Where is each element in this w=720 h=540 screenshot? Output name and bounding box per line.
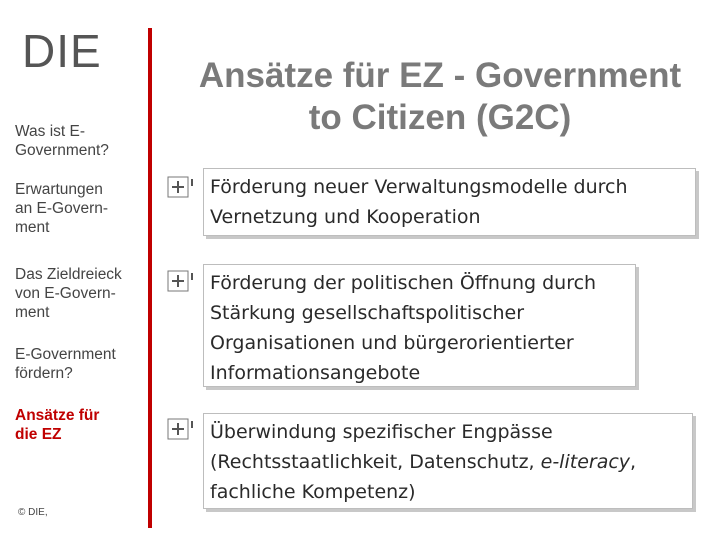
bullet-box-engpaesse (203, 413, 693, 509)
bullet-text-line: Organisationen und bürgerorientierter (210, 332, 574, 354)
bullet-text-line: Stärkung gesellschaftspolitischer (210, 302, 525, 324)
nav-item-label-line: Ansätze für (15, 407, 100, 424)
slide-title-line: Ansätze für EZ - Government (198, 56, 682, 95)
nav-item-label-line: ment (15, 304, 50, 321)
bullet-text-segment: (Rechtsstaatlichkeit, Datenschutz, (210, 451, 541, 473)
nav-item-ansaetze-fuer-die-ez[interactable] (15, 406, 150, 444)
logo: DIE (22, 25, 102, 77)
bullet-text-line: Vernetzung und Kooperation (210, 206, 481, 228)
plus-bullet-icon (167, 176, 197, 198)
bullet-text-line: Förderung neuer Verwaltungsmodelle durch (210, 176, 628, 198)
nav-item-label-line: die EZ (15, 426, 62, 443)
slide-title (160, 55, 720, 139)
bullet-text-line: Überwindung spezifischer Engpässe (210, 421, 553, 443)
plus-bullet-icon (167, 270, 197, 292)
bullet-box-politische-oeffnung (203, 264, 636, 387)
copyright-notice: © DIE, (18, 507, 48, 518)
nav-item-e-government-foerdern[interactable] (15, 345, 150, 383)
bullet-text-line: Förderung der politischen Öffnung durch (210, 272, 597, 294)
nav-item-label-line: von E-Govern- (15, 285, 116, 302)
bullet-text-line: Informationsangebote (210, 362, 421, 384)
nav-item-label-line: Was ist E- (15, 123, 86, 140)
vertical-divider (148, 28, 152, 528)
nav-item-erwartungen[interactable] (15, 180, 150, 237)
bullet-text-line: fachliche Kompetenz) (210, 481, 416, 503)
nav-item-was-ist-e-government[interactable] (15, 122, 150, 160)
bullet-text-segment: , (630, 451, 637, 473)
nav-item-zieldreieck[interactable] (15, 265, 150, 322)
nav-item-label-line: E-Government (15, 346, 116, 363)
nav-item-label-line: an E-Govern- (15, 200, 109, 217)
bullet-box-verwaltungsmodelle (203, 168, 696, 236)
slide-title-line: to Citizen (G2C) (308, 98, 572, 137)
nav-item-label-line: Erwartungen (15, 181, 103, 198)
bullet-text-emphasis: e-literacy (540, 451, 631, 473)
bullet-text-line (210, 447, 686, 477)
plus-bullet-icon (167, 418, 197, 440)
nav-item-label-line: ment (15, 219, 50, 236)
nav-item-label-line: Government? (15, 142, 109, 159)
nav-item-label-line: fördern? (15, 365, 73, 382)
nav-item-label-line: Das Zieldreieck (15, 266, 122, 283)
